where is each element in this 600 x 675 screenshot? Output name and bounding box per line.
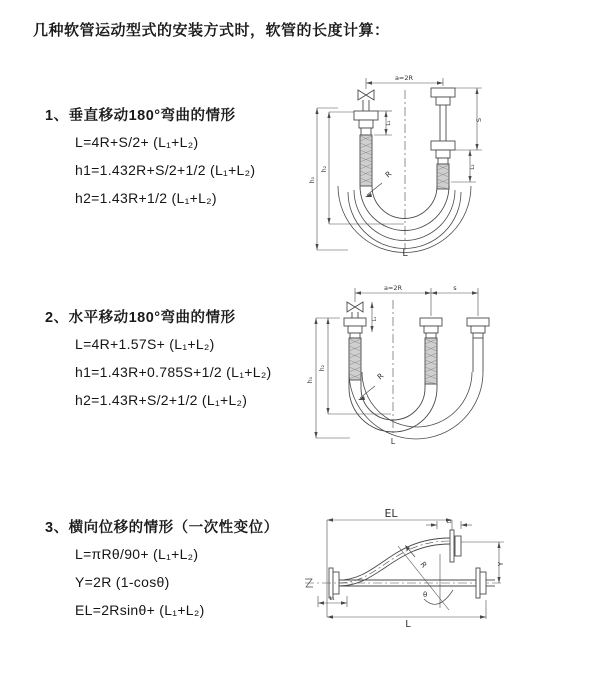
section-3-formula-el: EL=2Rsinθ+ (L₁+L₂) [75,602,205,618]
section-2-formula-h1: h1=1.43R+0.785S+1/2 (L₁+L₂) [75,364,272,380]
d1-length-label: L [402,248,408,259]
d1-dim-a2r-label: a=2R [394,74,414,82]
d2-length-label: L [390,437,396,446]
diagram-1-drawing [315,78,482,253]
section-3-formula-y: Y=2R (1-cosθ) [75,574,170,590]
section-1-heading: 1、垂直移动180°弯曲的情形 [45,108,236,124]
d3-dim-y-label: Y [497,561,505,567]
section-2-formula-l: L=4R+1.57S+ (L₁+L₂) [75,336,215,352]
section-1-formula-l: L=4R+S/2+ (L₁+L₂) [75,134,199,150]
d1-dim-h1-label: h₁ [309,176,316,184]
diagram-2-drawing [314,288,489,439]
d2-radius-label: R [375,371,386,382]
diagram-3-drawing [305,518,504,619]
d3-radius-label: R [418,559,429,570]
diagram-lateral-displacement [298,496,598,644]
d1-radius-label: R [383,169,394,180]
diagram-horizontal-180-bend [306,276,598,448]
valve-icon [347,302,363,312]
d3-angle-label: θ [423,591,428,599]
section-3-heading: 3、横向位移的情形（一次性变位） [45,520,279,536]
diagram-vertical-180-bend [308,64,588,259]
d1-dim-s-label: S [475,117,483,123]
section-2-heading: 2、水平移动180°弯曲的情形 [45,310,236,326]
page-title: 几种软管运动型式的安装方式时，软管的长度计算： [33,22,390,39]
d1-dim-l1-label: L₁ [386,120,392,126]
d2-dim-a2r-label: a=2R [383,284,403,292]
d2-dim-l1-label: L₁ [372,316,378,322]
section-2-formula-h2: h2=1.43R+S/2+1/2 (L₁+L₂) [75,392,248,408]
section-1-formula-h1: h1=1.432R+S/2+1/2 (L₁+L₂) [75,162,256,178]
section-1-formula-h2: h2=1.43R+1/2 (L₁+L₂) [75,190,217,206]
section-3-formula-l: L=πRθ/90+ (L₁+L₂) [75,546,199,562]
d3-dim-l1-label: L₁ [329,596,335,602]
d2-dim-h2-label: h₂ [319,364,326,372]
d1-dim-h2-label: h₂ [321,165,328,173]
d1-dim-l2-label: L₂ [470,164,476,170]
d3-dim-el-label: EL [384,507,398,520]
d3-dim-l2-label: L₂ [446,519,452,525]
d3-length-label: L [405,619,411,630]
d2-dim-h1-label: h₁ [307,376,314,384]
valve-icon [358,90,374,100]
d2-dim-s-label: s [453,284,457,292]
